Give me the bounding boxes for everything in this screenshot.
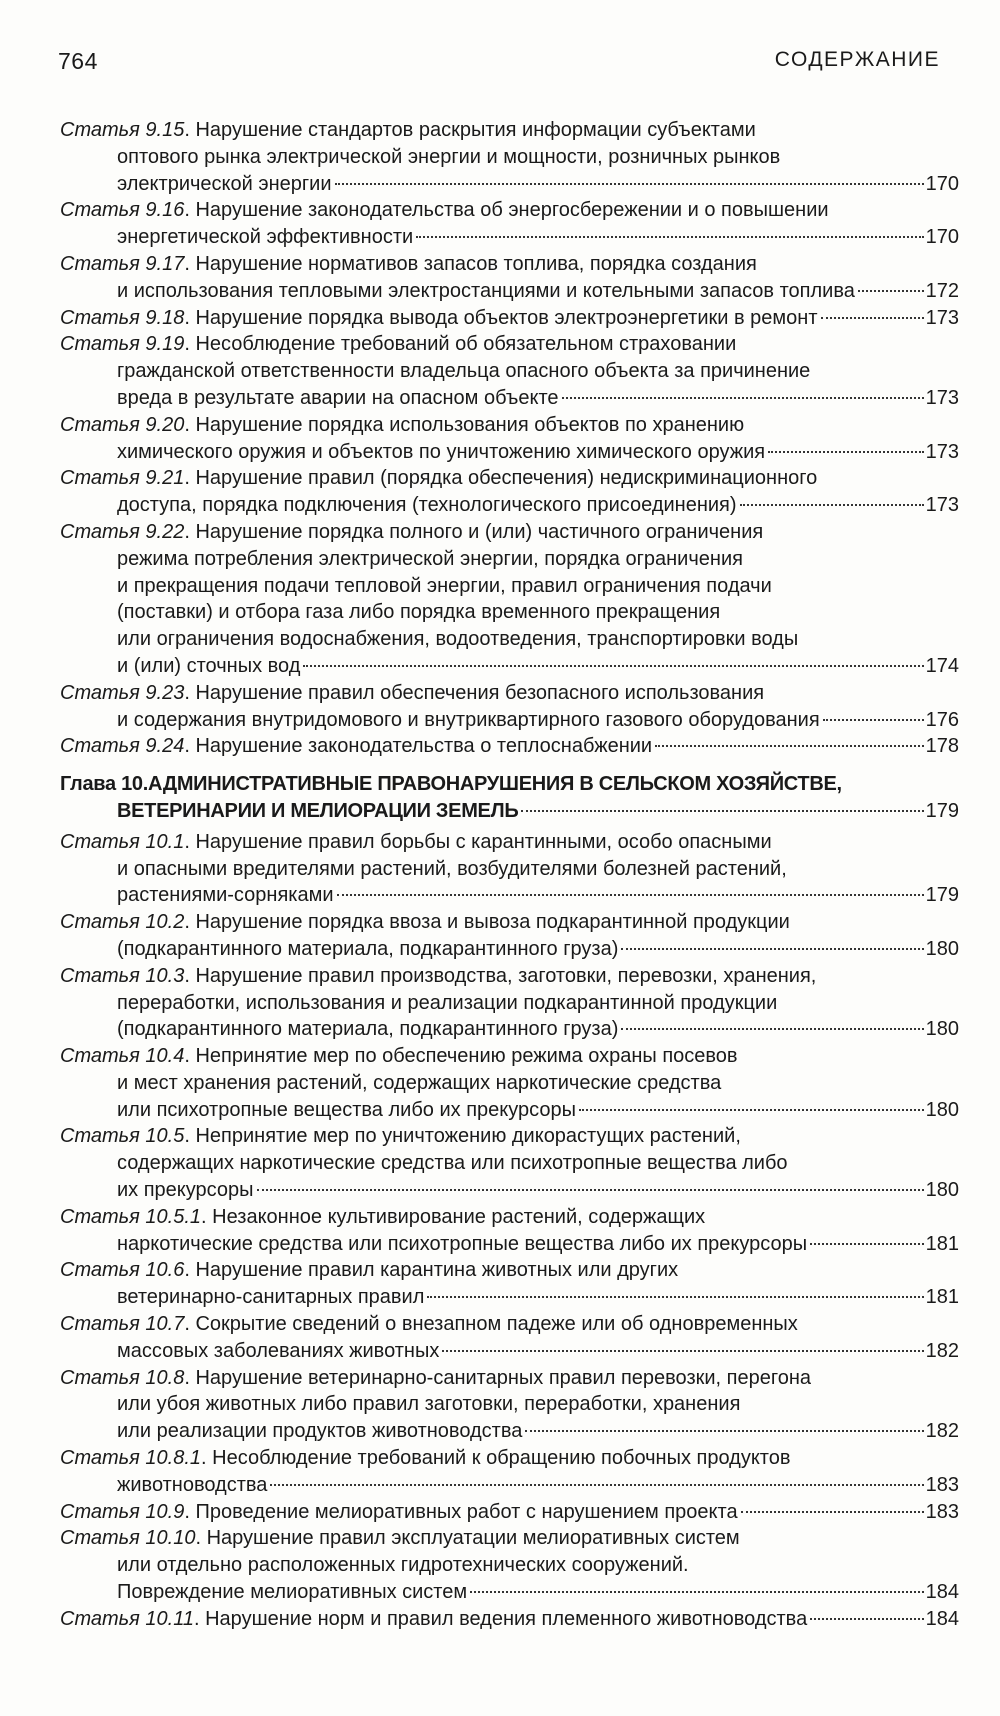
toc-line: [60, 171, 959, 198]
entry-title-line: электрической энергии: [117, 172, 332, 195]
article-label: Статья 9.24: [60, 735, 185, 758]
toc-line: [60, 573, 959, 600]
article-label: Статья 9.19: [60, 333, 185, 356]
page-ref: 176: [925, 708, 959, 731]
toc-line: [60, 936, 959, 963]
page-ref: 182: [925, 1339, 959, 1362]
entry-title-line: или реализации продуктов животноводства: [117, 1420, 523, 1443]
toc-line: [60, 1231, 959, 1258]
dot-leader: [740, 504, 924, 506]
toc-line: [60, 626, 959, 653]
page-ref: 178: [925, 735, 959, 758]
toc-entry: [60, 1257, 959, 1311]
toc-entry: [60, 1525, 959, 1605]
entry-title-line: массовых заболеваниях животных: [117, 1339, 440, 1362]
entry-title-line: Нарушение ветеринарно-санитарных правил перевозки, перегона: [195, 1366, 811, 1389]
toc-line: [60, 224, 959, 251]
entry-title-line: растениями-сорняками: [117, 884, 334, 907]
toc-entry: [60, 1499, 959, 1526]
toc-entry: [60, 251, 959, 305]
dot-leader: [858, 290, 924, 292]
dot-leader: [621, 1028, 923, 1030]
article-label: Статья 9.23: [60, 681, 185, 704]
toc-line: [60, 733, 959, 760]
entry-title-line: Нарушение нормативов запасов топлива, порядка создания: [195, 252, 757, 275]
entry-title-line: и (или) сточных вод: [117, 654, 301, 677]
entry-title-line: и использования тепловыми электростанциями и котельными запасов топлива: [117, 279, 855, 302]
dot-leader: [470, 1591, 924, 1593]
label-separator: .: [184, 1313, 196, 1336]
article-label: Статья 10.1: [60, 830, 185, 853]
page-ref: 170: [925, 172, 959, 195]
page-ref: 173: [925, 386, 959, 409]
dot-leader: [579, 1109, 924, 1111]
dot-leader: [525, 1430, 923, 1432]
entry-title-line: гражданской ответственности владельца опасного объекта за причинение: [117, 360, 811, 383]
label-separator: .: [184, 830, 196, 853]
chapter-label: Глава 10.: [60, 773, 148, 796]
toc-entry: [60, 465, 959, 519]
article-label: Статья 10.5.1: [60, 1205, 202, 1228]
entry-title-line: содержащих наркотические средства или психотропные вещества либо: [117, 1152, 788, 1175]
article-label: Статья 10.8.1: [60, 1447, 202, 1470]
entry-title-line: и содержания внутридомового и внутриквартирного газового оборудования: [117, 708, 820, 731]
toc-line: [60, 680, 959, 707]
label-separator: .: [193, 1607, 206, 1630]
page-ref: 170: [925, 226, 959, 249]
toc-line: [60, 1472, 959, 1499]
page-ref: 172: [925, 279, 959, 302]
page-ref: 184: [925, 1607, 959, 1630]
toc-line: [60, 1043, 959, 1070]
table-of-contents: [60, 117, 959, 1633]
section-title: СОДЕРЖАНИЕ: [774, 48, 940, 71]
toc-entry: [60, 909, 959, 963]
toc-line: [60, 798, 959, 825]
entry-title-line: Проведение мелиоративных работ с нарушением проекта: [195, 1500, 738, 1523]
toc-line: [60, 963, 959, 990]
dot-leader: [621, 948, 923, 950]
toc-entry: [60, 1606, 959, 1633]
page-ref: 181: [925, 1286, 959, 1309]
toc-line: [60, 1177, 959, 1204]
toc-line: [60, 909, 959, 936]
entry-title-line: или убоя животных либо правил заготовки, переработки, хранения: [117, 1393, 741, 1416]
entry-title-line: или ограничения водоснабжения, водоотведения, транспортировки воды: [117, 628, 799, 651]
entry-title-line: АДМИНИСТРАТИВНЫЕ ПРАВОНАРУШЕНИЯ В СЕЛЬСКОМ ХОЗЯЙСТВЕ,: [147, 773, 842, 796]
toc-entry: [60, 1445, 959, 1499]
entry-title-line: Повреждение мелиоративных систем: [117, 1581, 468, 1604]
toc-line: [60, 1097, 959, 1124]
label-separator: .: [184, 252, 196, 275]
page-ref: 181: [925, 1232, 959, 1255]
dot-leader: [562, 397, 924, 399]
toc-line: [60, 1204, 959, 1231]
toc-line: [60, 412, 959, 439]
toc-line: [60, 856, 959, 883]
page-ref: 173: [925, 494, 959, 517]
toc-entry: [60, 197, 959, 251]
toc-line: [60, 1338, 959, 1365]
toc-line: [60, 599, 959, 626]
entry-title-line: переработки, использования и реализации подкарантинной продукции: [117, 991, 778, 1014]
chapter-entry: [60, 771, 959, 825]
page-ref: 179: [925, 799, 959, 822]
entry-title-line: Нарушение правил (порядка обеспечения) недискриминационного: [195, 467, 818, 490]
toc-entry: [60, 733, 959, 760]
toc-line: [60, 1525, 959, 1552]
toc-line: [60, 465, 959, 492]
entry-title-line: и прекращения подачи тепловой энергии, правил ограничения подачи: [117, 574, 772, 597]
article-label: Статья 9.18: [60, 306, 185, 329]
toc-entry: [60, 1311, 959, 1365]
toc-line: [60, 519, 959, 546]
article-label: Статья 9.20: [60, 413, 185, 436]
page-ref: 179: [925, 884, 959, 907]
toc-line: [60, 653, 959, 680]
label-separator: .: [184, 735, 196, 758]
toc-line: [60, 771, 959, 798]
dot-leader: [823, 719, 924, 721]
page-ref: 180: [925, 1018, 959, 1041]
article-label: Статья 9.17: [60, 252, 185, 275]
dot-leader: [416, 236, 923, 238]
label-separator: .: [184, 306, 196, 329]
toc-line: [60, 197, 959, 224]
article-label: Статья 10.2: [60, 911, 185, 934]
toc-entry: [60, 1365, 959, 1445]
toc-line: [60, 251, 959, 278]
toc-line: [60, 707, 959, 734]
entry-title-line: режима потребления электрической энергии, порядка ограничения: [117, 547, 743, 570]
toc-line: [60, 278, 959, 305]
entry-title-line: Несоблюдение требований об обязательном страховании: [195, 333, 737, 356]
article-label: Статья 10.5: [60, 1125, 185, 1148]
toc-line: [60, 1311, 959, 1338]
entry-title-line: оптового рынка электрической энергии и мощности, розничных рынков: [117, 145, 781, 168]
toc-line: [60, 385, 959, 412]
toc-line: [60, 882, 959, 909]
toc-line: [60, 1579, 959, 1606]
article-label: Статья 10.7: [60, 1313, 185, 1336]
entry-title-line: (подкарантинного материала, подкарантинного груза): [117, 937, 619, 960]
article-label: Статья 10.10: [60, 1527, 196, 1550]
entry-title-line: Нарушение правил производства, заготовки, перевозки, хранения,: [195, 964, 817, 987]
toc-entry: [60, 1204, 959, 1258]
label-separator: .: [184, 964, 196, 987]
toc-line: [60, 1123, 959, 1150]
toc-line: [60, 305, 959, 332]
toc-entry: [60, 829, 959, 909]
article-label: Статья 9.16: [60, 199, 185, 222]
page-ref: 184: [925, 1581, 959, 1604]
entry-title-line: Нарушение законодательства об энергосбережении и о повышении: [195, 199, 829, 222]
label-separator: .: [184, 1366, 196, 1389]
entry-title-line: животноводства: [117, 1473, 268, 1496]
entry-title-line: Непринятие мер по уничтожению дикорастущих растений,: [195, 1125, 741, 1148]
entry-title-line: ветеринарно-санитарных правил: [117, 1286, 425, 1309]
article-label: Статья 10.8: [60, 1366, 185, 1389]
dot-leader: [655, 745, 924, 747]
toc-line: [60, 1499, 959, 1526]
toc-entry: [60, 680, 959, 734]
article-label: Статья 10.4: [60, 1045, 185, 1068]
dot-leader: [768, 451, 924, 453]
dot-leader: [427, 1296, 923, 1298]
entry-title-line: Нарушение порядка ввоза и вывоза подкарантинной продукции: [195, 911, 790, 934]
entry-title-line: Непринятие мер по обеспечению режима охраны посевов: [195, 1045, 738, 1068]
toc-line: [60, 1606, 959, 1633]
entry-title-line: химического оружия и объектов по уничтожению химического оружия: [117, 440, 766, 463]
running-header: [58, 48, 940, 82]
toc-line: [60, 1552, 959, 1579]
entry-title-line: (подкарантинного материала, подкарантинного груза): [117, 1018, 619, 1041]
dot-leader: [821, 317, 924, 319]
toc-line: [60, 1150, 959, 1177]
entry-title-line: Нарушение норм и правил ведения племенного животноводства: [205, 1607, 808, 1630]
entry-title-line: Нарушение правил борьбы с карантинными, особо опасными: [195, 830, 772, 853]
article-label: Статья 9.21: [60, 467, 185, 490]
entry-title-line: их прекурсоры: [117, 1179, 254, 1202]
dot-leader: [521, 810, 923, 812]
toc-line: [60, 439, 959, 466]
entry-title-line: Нарушение правил обеспечения безопасного использования: [195, 681, 765, 704]
toc-line: [60, 1365, 959, 1392]
page-number: 764: [58, 48, 98, 74]
article-label: Статья 10.6: [60, 1259, 185, 1282]
article-label: Статья 10.11: [60, 1607, 194, 1630]
toc-line: [60, 1257, 959, 1284]
page-ref: 173: [925, 440, 959, 463]
toc-line: [60, 331, 959, 358]
toc-line: [60, 1284, 959, 1311]
toc-entry: [60, 963, 959, 1043]
label-separator: .: [184, 520, 196, 543]
page-ref: 173: [925, 306, 959, 329]
label-separator: .: [184, 1045, 196, 1068]
toc-line: [60, 1418, 959, 1445]
toc-line: [60, 546, 959, 573]
entry-title-line: Нарушение стандартов раскрытия информации субъектами: [195, 119, 756, 141]
entry-title-line: Незаконное культивирование растений, содержащих: [212, 1205, 706, 1228]
toc-entry: [60, 117, 959, 197]
entry-title-line: и мест хранения растений, содержащих наркотические средства: [117, 1071, 722, 1094]
toc-line: [60, 1445, 959, 1472]
toc-entry: [60, 519, 959, 680]
dot-leader: [442, 1350, 923, 1352]
entry-title-line: или психотропные вещества либо их прекурсоры: [117, 1098, 576, 1121]
label-separator: .: [195, 1527, 207, 1550]
toc-line: [60, 1070, 959, 1097]
dot-leader: [810, 1243, 923, 1245]
label-separator: .: [201, 1447, 213, 1470]
toc-line: [60, 117, 959, 144]
toc-entry: [60, 331, 959, 411]
label-separator: .: [184, 1500, 196, 1523]
dot-leader: [337, 894, 924, 896]
dot-leader: [741, 1511, 924, 1513]
dot-leader: [257, 1189, 924, 1191]
toc-entry: [60, 305, 959, 332]
toc-line: [60, 1016, 959, 1043]
article-label: Статья 9.15: [60, 119, 185, 141]
dot-leader: [270, 1484, 923, 1486]
toc-line: [60, 358, 959, 385]
entry-title-line: энергетической эффективности: [117, 226, 414, 249]
entry-title-line: (поставки) и отбора газа либо порядка временного прекращения: [117, 601, 721, 624]
entry-title-line: Нарушение порядка вывода объектов электроэнергетики в ремонт: [195, 306, 818, 329]
toc-line: [60, 492, 959, 519]
entry-title-line: наркотические средства или психотропные вещества либо их прекурсоры: [117, 1232, 808, 1255]
label-separator: .: [184, 1259, 196, 1282]
dot-leader: [335, 183, 924, 185]
toc-line: [60, 144, 959, 171]
entry-title-line: ВЕТЕРИНАРИИ И МЕЛИОРАЦИИ ЗЕМЕЛЬ: [117, 799, 519, 822]
entry-title-line: Нарушение законодательства о теплоснабжении: [195, 735, 653, 758]
entry-title-line: Нарушение порядка использования объектов по хранению: [195, 413, 745, 436]
page-ref: 183: [925, 1500, 959, 1523]
label-separator: .: [184, 467, 196, 490]
label-separator: .: [184, 119, 196, 141]
dot-leader: [303, 665, 923, 667]
toc-entry: [60, 1123, 959, 1203]
label-separator: .: [184, 1125, 196, 1148]
toc-line: [60, 1391, 959, 1418]
article-label: Статья 10.3: [60, 964, 185, 987]
page-ref: 174: [925, 654, 959, 677]
label-separator: .: [201, 1205, 213, 1228]
label-separator: .: [184, 333, 196, 356]
page-ref: 180: [925, 1098, 959, 1121]
page-ref: 182: [925, 1420, 959, 1443]
page-ref: 183: [925, 1473, 959, 1496]
toc-entry: [60, 1043, 959, 1123]
toc-line: [60, 990, 959, 1017]
label-separator: .: [184, 681, 196, 704]
toc-entry: [60, 412, 959, 466]
dot-leader: [810, 1618, 923, 1620]
entry-title-line: Сокрытие сведений о внезапном падеже или об одновременных: [195, 1313, 798, 1336]
page-ref: 180: [925, 937, 959, 960]
toc-line: [60, 829, 959, 856]
article-label: Статья 9.22: [60, 520, 185, 543]
article-label: Статья 10.9: [60, 1500, 185, 1523]
entry-title-line: вреда в результате аварии на опасном объекте: [117, 386, 559, 409]
label-separator: .: [184, 413, 196, 436]
label-separator: .: [184, 199, 196, 222]
page-ref: 180: [925, 1179, 959, 1202]
entry-title-line: или отдельно расположенных гидротехнических сооружений.: [117, 1554, 689, 1577]
entry-title-line: доступа, порядка подключения (технологического присоединения): [117, 494, 737, 517]
entry-title-line: Нарушение правил карантина животных или других: [195, 1259, 679, 1282]
entry-title-line: Несоблюдение требований к обращению побочных продуктов: [212, 1447, 791, 1470]
entry-title-line: Нарушение порядка полного и (или) частичного ограничения: [195, 520, 764, 543]
entry-title-line: и опасными вредителями растений, возбудителями болезней растений,: [117, 857, 787, 880]
entry-title-line: Нарушение правил эксплуатации мелиоративных систем: [206, 1527, 740, 1550]
label-separator: .: [184, 911, 196, 934]
